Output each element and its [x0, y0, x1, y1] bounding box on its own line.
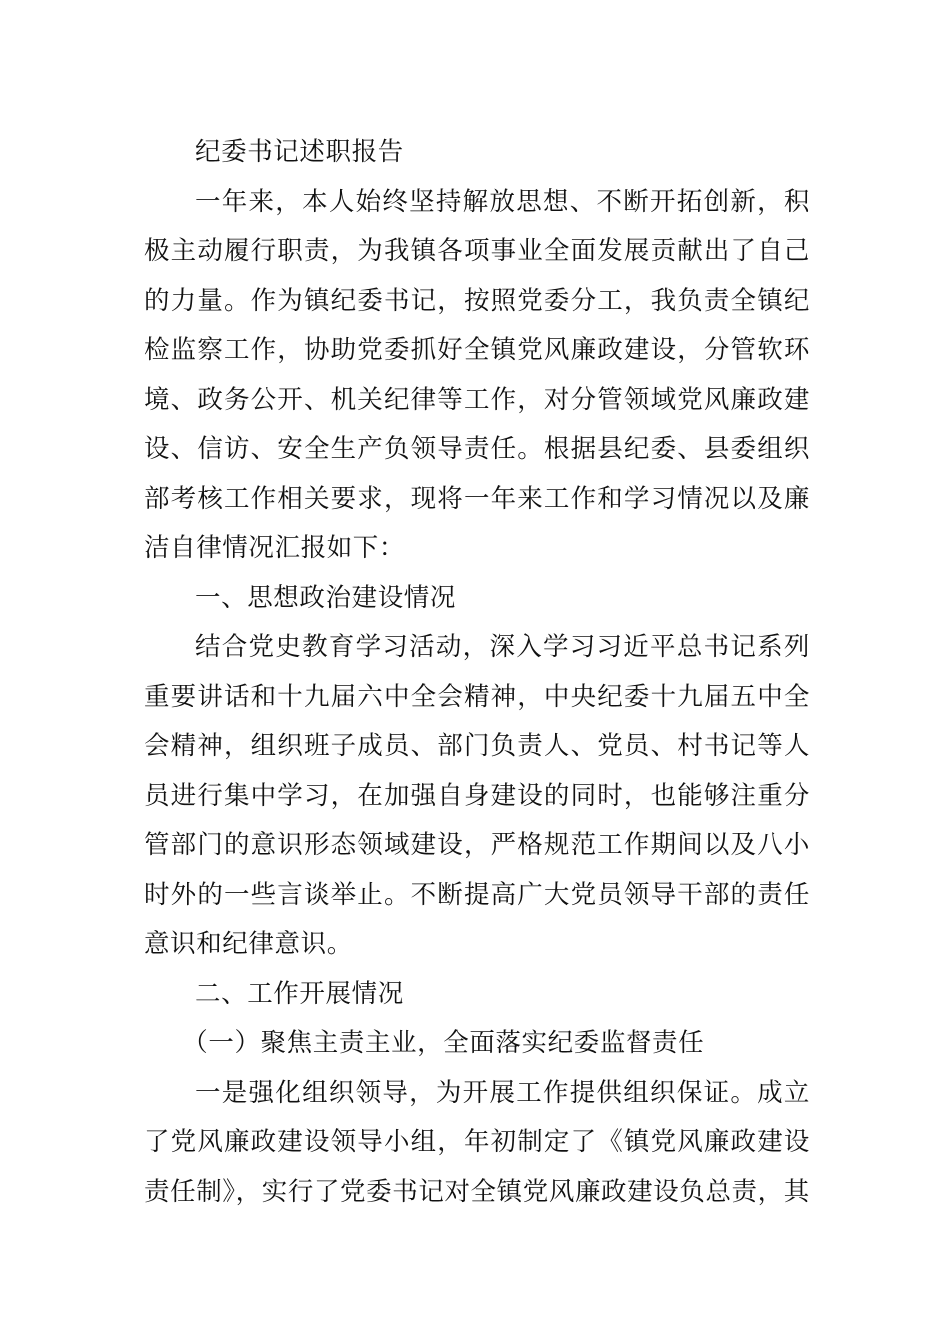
document-title: 纪委书记述职报告 — [195, 137, 404, 167]
intro-paragraph: 一年来，本人始终坚持解放思想、不断开拓创新，积极主动履行职责，为我镇各项事业全面发展贡献出了自己的力量。作为镇纪委书记，按照党委分工，我负责全镇纪检监察工作，协助党委抓好全镇党风廉政建设，分管软环境、政务公开、机关纪律等工作，对分管领域党风廉政建设、信访、安全生产负领导责任。根据县纪委、县委组织部考核工作相关要求，现将一年来工作和学习情况以及廉洁自律情况汇报如下： — [144, 186, 810, 563]
subsection-1-paragraph: 一是强化组织领导，为开展工作提供组织保证。成立了党风廉政建设领导小组，年初制定了《镇党风廉政建设责任制》，实行了党委书记对全镇党风廉政建设负总责，其 — [144, 1077, 810, 1207]
section-1-paragraph: 结合党史教育学习活动，深入学习习近平总书记系列重要讲话和十九届六中全会精神，中央纪委十九届五中全会精神，组织班子成员、部门负责人、党员、村书记等人员进行集中学习，在加强自身建设的同时，也能够注重分管部门的意识形态领域建设，严格规范工作期间以及八小时外的一些言谈举止。不断提高广大党员领导干部的责任意识和纪律意识。 — [144, 632, 810, 959]
section-heading-1: 一、思想政治建设情况 — [195, 582, 457, 613]
subsection-heading-1: （一）聚焦主责主业，全面落实纪委监督责任 — [182, 1028, 705, 1058]
document-body — [144, 128, 810, 1217]
section-heading-2: 二、工作开展情况 — [195, 978, 404, 1009]
